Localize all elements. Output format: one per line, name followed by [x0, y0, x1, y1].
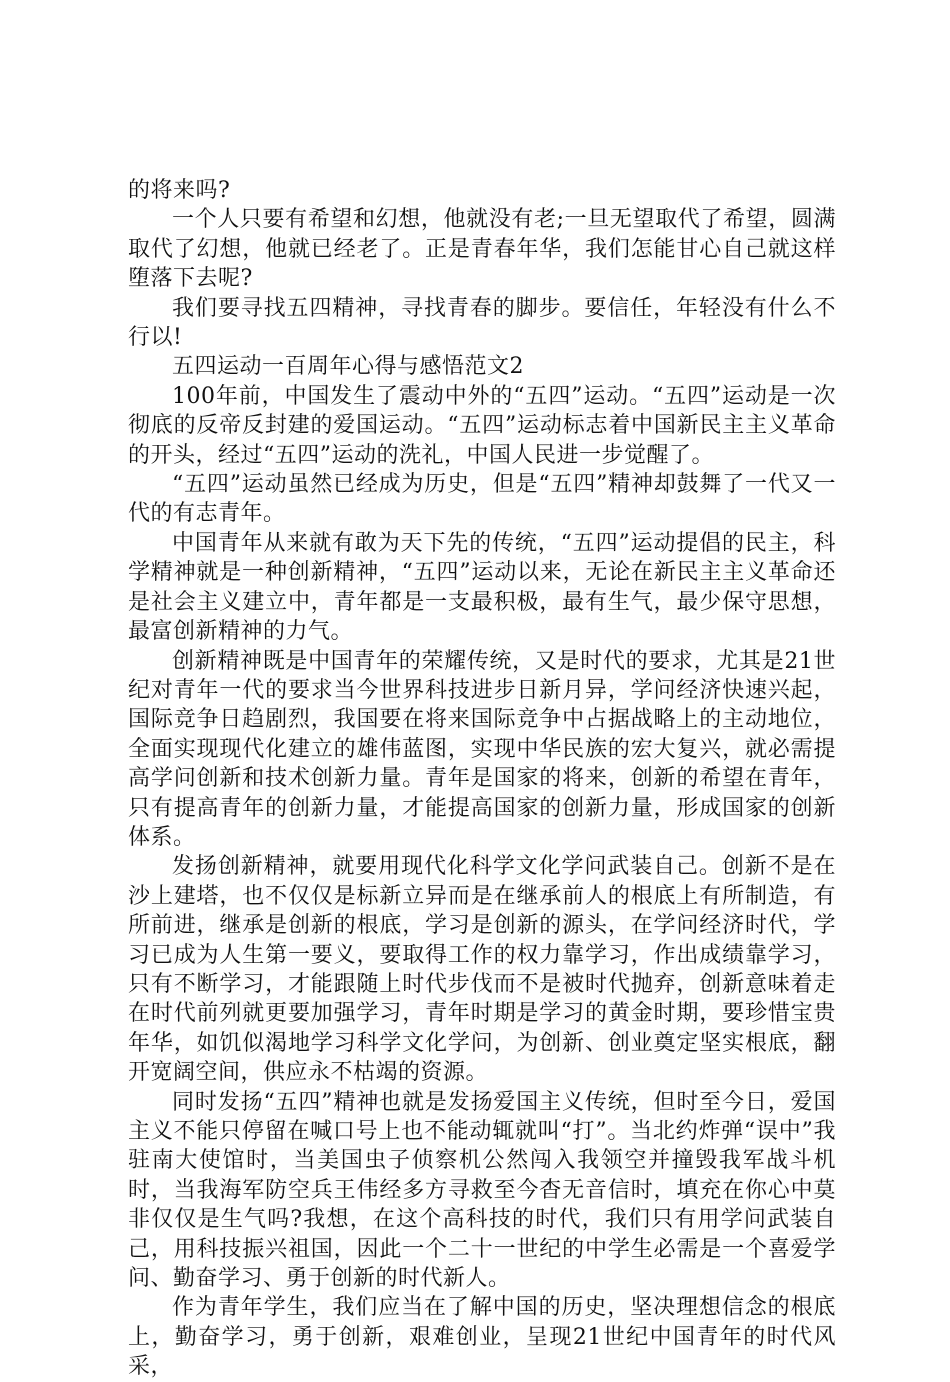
paragraph: 中国青年从来就有敢为天下先的传统，“五四”运动提倡的民主，科学精神就是一种创新精神，“五四”运动以来，无论在新民主主义革命还是社会主义建立中，青年都是一支最积极，最有生气，最少保守思想，最富创新精神的力气。 — [128, 530, 836, 645]
paragraph: “五四”运动虽然已经成为历史，但是“五四”精神却鼓舞了一代又一代的有志青年。 — [128, 472, 836, 527]
paragraph: 100年前，中国发生了震动中外的“五四”运动。“五四”运动是一次彻底的反帝反封建的爱国运动。“五四”运动标志着中国新民主主义革命的开头，经过“五四”运动的洗礼，中国人民进一步觉醒了。 — [128, 383, 836, 468]
paragraph: 我们要寻找五四精神，寻找青春的脚步。要信任，年轻没有什么不行以! — [128, 295, 836, 351]
paragraph: 一个人只要有希望和幻想，他就没有老;一旦无望取代了希望，圆满取代了幻想，他就已经老了。正是青春年华，我们怎能甘心自己就这样堕落下去呢? — [128, 207, 836, 292]
paragraph: 作为青年学生，我们应当在了解中国的历史，坚决理想信念的根底上，勤奋学习，勇于创新，艰难创业，呈现21世纪中国青年的时代风采， — [128, 1295, 836, 1380]
paragraph: 同时发扬“五四”精神也就是发扬爱国主义传统，但时至今日，爱国主义不能只停留在喊口号上也不能动辄就叫“打”。当北约炸弹“误中”我驻南大使馆时，当美国虫子侦察机公然闯入我领空并撞毁我军战斗机时，当我海军防空兵王伟经多方寻救至今杳无音信时，填充在你心中莫非仅仅是生气吗?我想，在这个高科技的时代，我们只有用学问武装自己，用科技振兴祖国，因此一个二十一世纪的中学生必需是一个喜爱学问、勤奋学习、勇于创新的时代新人。 — [128, 1089, 836, 1292]
section-heading: 五四运动一百周年心得与感悟范文2 — [172, 354, 524, 380]
document-body — [128, 176, 836, 1382]
paragraph-continuation: 的将来吗? — [128, 178, 231, 203]
paragraph: 创新精神既是中国青年的荣耀传统，又是时代的要求，尤其是21世纪对青年一代的要求当今世界科技进步日新月异，学问经济快速兴起，国际竞争日趋剧烈，我国要在将来国际竞争中占据战略上的主动地位，全面实现现代化建立的雄伟蓝图，实现中华民族的宏大复兴，就必需提高学问创新和技术创新力量。青年是国家的将来，创新的希望在青年，只有提高青年的创新力量，才能提高国家的创新力量，形成国家的创新体系。 — [128, 648, 836, 850]
paragraph: 发扬创新精神，就要用现代化科学文化学问武装自己。创新不是在沙上建塔，也不仅仅是标新立异而是在继承前人的根底上有所制造，有所前进，继承是创新的根底，学习是创新的源头，在学问经济时代，学习已成为人生第一要义，要取得工作的权力靠学习，作出成绩靠学习，只有不断学习，才能跟随上时代步伐而不是被时代抛弃，创新意味着走在时代前列就更要加强学习，青年时期是学习的黄金时期，要珍惜宝贵年华，如饥似渴地学习科学文化学问，为创新、创业奠定坚实根底，翻开宽阔空间，供应永不枯竭的资源。 — [128, 854, 836, 1086]
